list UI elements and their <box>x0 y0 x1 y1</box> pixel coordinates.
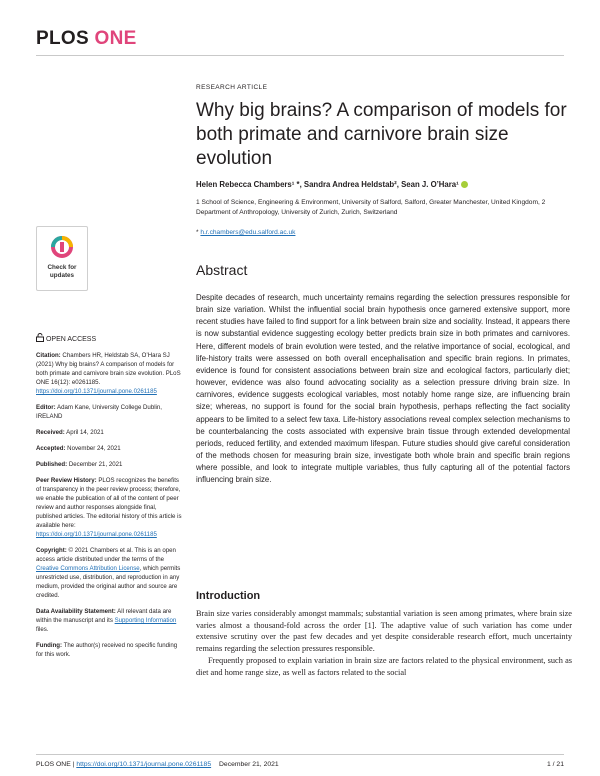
data-availability-text-b: files. <box>36 626 49 633</box>
intro-paragraph-1: Brain size varies considerably amongst mammals; substantial variation is seen among primates, where brain size varies almost a thousand-fold across the order [1]. The adaptive value of such variation has come under extensive scrutiny over the past few decades and yet despite considerable research effort, much uncertainty remains regarding the selection pressures responsible. <box>196 609 572 654</box>
check-updates-line2: updates <box>49 272 75 279</box>
editor-label: Editor: <box>36 404 56 411</box>
funding-block <box>36 641 182 659</box>
orcid-icon[interactable] <box>461 181 468 188</box>
funding-text: The author(s) received no specific funding for this work. <box>36 642 178 658</box>
article-type: RESEARCH ARTICLE <box>196 84 268 91</box>
copyright-label: Copyright: <box>36 547 67 554</box>
peer-review-text: PLOS recognizes the benefits of transparency in the peer review process; therefore, we enable the publication of all of the content of peer review and author responses alongside final, published articles. The editorial history of this article is available here: <box>36 477 182 529</box>
check-updates-icon <box>50 235 74 259</box>
journal-logo <box>36 28 137 50</box>
copyright-text-b: , which permits unrestricted use, distribution, and reproduction in any medium, provided the original author and source are credited. <box>36 565 181 599</box>
abstract-heading: Abstract <box>196 262 248 278</box>
citation-block <box>36 351 182 396</box>
received-block <box>36 428 182 437</box>
citation-text: Chambers HR, Heldstab SA, O’Hara SJ (2021) Why big brains? A comparison of models for both primate and carnivore brain size evolution. PLoS ONE 16(12): e0261185. <box>36 352 181 386</box>
supporting-info-link[interactable]: Supporting Information <box>114 617 177 624</box>
citation-label: Citation: <box>36 352 61 359</box>
copyright-text-a: © 2021 Chambers et al. This is an open access article distributed under the terms of the <box>36 547 176 563</box>
author-list <box>196 179 576 190</box>
abstract-text: Despite decades of research, much uncertainty remains regarding the selection pressures responsible for brain size variation. Whilst the influential social brain hypothesis once garnered extensive support, more recent studies have failed to find support for a link between brain size and sociality. Instead, it appears there is now substantial evidence suggesting ecology better predicts brain size in both primates and carnivores. Here, different models of brain evolution were tested, and the relative importance of social, ecological, and life-history traits were assessed on both overall encephalisation and specific brain regions. In primates, evidence is found for consistent associations between brain size and ecological factors, particularly diet; however, evidence was also found advocating sociality as a selection pressure driving brain size. In carnivores, evidence suggests ecological variables, most notably home range size, are influencing brain size; whereas, no support is found for the social brain hypothesis, perhaps reflecting the fact sociality appears to be limited to a select few taxa. Life-history associations reveal complex selection mechanisms to be counterbalancing the costs associated with expensive brain tissue through extended developmental periods, reduced fertility, and extended maximum lifespan. Future studies should give careful consideration of the methods chosen for measuring brain size, investigate both whole brain and specific brain regions where possible, and look to integrate multiple variables, thus fully capturing all of the potential factors influencing brain size. <box>196 293 570 485</box>
funding-label: Funding: <box>36 642 63 649</box>
data-availability-text-a: All relevant data are within the manuscript and its <box>36 608 172 624</box>
copyright-block <box>36 546 182 600</box>
introduction-heading: Introduction <box>196 590 261 602</box>
accepted-date: November 24, 2021 <box>67 445 121 452</box>
logo-plos: PLOS <box>36 28 89 49</box>
page-number: 1 / 21 <box>546 761 564 768</box>
footer-separator: | <box>72 761 75 768</box>
header-rule <box>36 55 564 56</box>
published-label: Published: <box>36 461 68 468</box>
editor-block <box>36 403 182 421</box>
license-link[interactable]: Creative Commons Attribution License <box>36 565 140 572</box>
data-availability-block <box>36 607 182 634</box>
email-link[interactable]: h.r.chambers@edu.salford.ac.uk <box>200 229 296 236</box>
introduction-body <box>196 608 572 678</box>
footer-doi-link[interactable]: https://doi.org/10.1371/journal.pone.0261185 <box>76 761 212 768</box>
email-marker: * <box>196 229 199 236</box>
accepted-label: Accepted: <box>36 445 66 452</box>
received-label: Received: <box>36 429 65 436</box>
data-availability-label: Data Availability Statement: <box>36 608 116 615</box>
peer-review-label: Peer Review History: <box>36 477 97 484</box>
article-title: Why big brains? A comparison of models for both primate and carnivore brain size evolution <box>196 100 567 169</box>
published-block <box>36 460 182 469</box>
received-date: April 14, 2021 <box>66 429 104 436</box>
footer-journal: PLOS ONE <box>36 761 71 768</box>
authors-text: Helen Rebecca Chambers¹ *, Sandra Andrea Heldstab², Sean J. O’Hara¹ <box>196 180 459 189</box>
open-lock-icon <box>36 333 44 342</box>
corresponding-email <box>196 229 295 236</box>
peer-review-block <box>36 476 182 539</box>
open-access <box>36 333 182 344</box>
open-access-label: OPEN ACCESS <box>45 336 97 343</box>
footer-date: December 21, 2021 <box>219 761 279 768</box>
check-updates-line1: Check for <box>47 264 77 271</box>
article-info-sidebar <box>36 333 182 666</box>
check-for-updates-badge[interactable] <box>36 226 88 291</box>
editor-text: Adam Kane, University College Dublin, IRELAND <box>36 404 162 420</box>
peer-review-link[interactable]: https://doi.org/10.1371/journal.pone.0261185 <box>36 531 157 538</box>
intro-paragraph-2: Frequently proposed to explain variation in brain size are factors related to the physical environment, such as diet and home range size, as well as factors related to the social <box>196 655 572 677</box>
logo-one: ONE <box>94 28 137 49</box>
affiliations: 1 School of Science, Engineering & Environment, University of Salford, Salford, Greater Manchester, United Kingdom, 2 Department of Anthropology, University of Zurich, Zurich, Switzerland <box>196 199 546 216</box>
published-date: December 21, 2021 <box>68 461 123 468</box>
page-footer <box>36 761 564 768</box>
footer-rule <box>36 754 564 755</box>
accepted-block <box>36 444 182 453</box>
citation-doi-link[interactable]: https://doi.org/10.1371/journal.pone.0261185 <box>36 388 157 395</box>
